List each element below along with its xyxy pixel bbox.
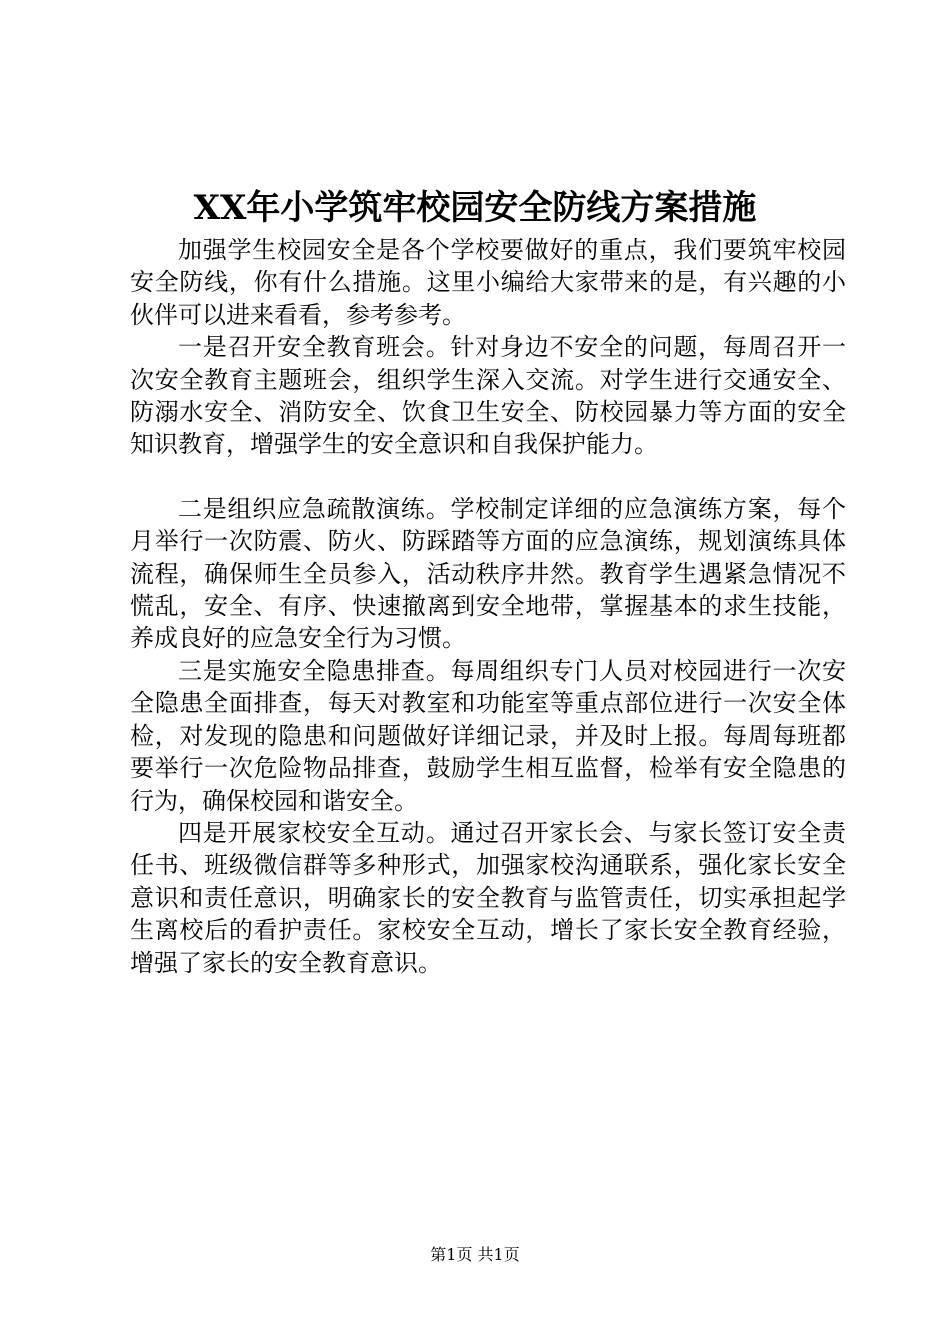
intro-paragraph: 加强学生校园安全是各个学校要做好的重点，我们要筑牢校园安全防线，你有什么措施。这里小编给大家带来的是，有兴趣的小伙伴可以进来看看，参考参考。 [130,236,846,329]
measure-one-paragraph: 一是召开安全教育班会。针对身边不安全的问题，每周召开一次安全教育主题班会，组织学生深入交流。对学生进行交通安全、防溺水安全、消防安全、饮食卫生安全、防校园暴力等方面的安全知识教育，增强学生的安全意识和自我保护能力。 [130,333,846,459]
document-title: XX年小学筑牢校园安全防线方案措施 [193,188,757,228]
measure-four-paragraph: 四是开展家校安全互动。通过召开家长会、与家长签订安全责任书、班级微信群等多种形式，加强家校沟通联系，强化家长安全意识和责任意识，明确家长的安全教育与监管责任，切实承担起学生离校后的看护责任。家校安全互动，增长了家长安全教育经验，增强了家长的安全教育意识。 [130,818,846,977]
measure-three-paragraph: 三是实施安全隐患排查。每周组织专门人员对校园进行一次安全隐患全面排查，每天对教室和功能室等重点部位进行一次安全体检，对发现的隐患和问题做好详细记录，并及时上报。每周每班都要举行一次危险物品排查，鼓励学生相互监督，检举有安全隐患的行为，确保校园和谐安全。 [130,656,846,815]
paragraph-gap [130,461,846,493]
measure-two-paragraph: 二是组织应急疏散演练。学校制定详细的应急演练方案，每个月举行一次防震、防火、防踩踏等方面的应急演练，规划演练具体流程，确保师生全员参入，活动秩序井然。教育学生遇紧急情况不慌乱，安全、有序、快速撤离到安全地带，掌握基本的求生技能，养成良好的应急安全行为习惯。 [130,494,846,653]
document-body [130,234,846,979]
page-number-footer: 第1页 共1页 [430,1245,520,1264]
